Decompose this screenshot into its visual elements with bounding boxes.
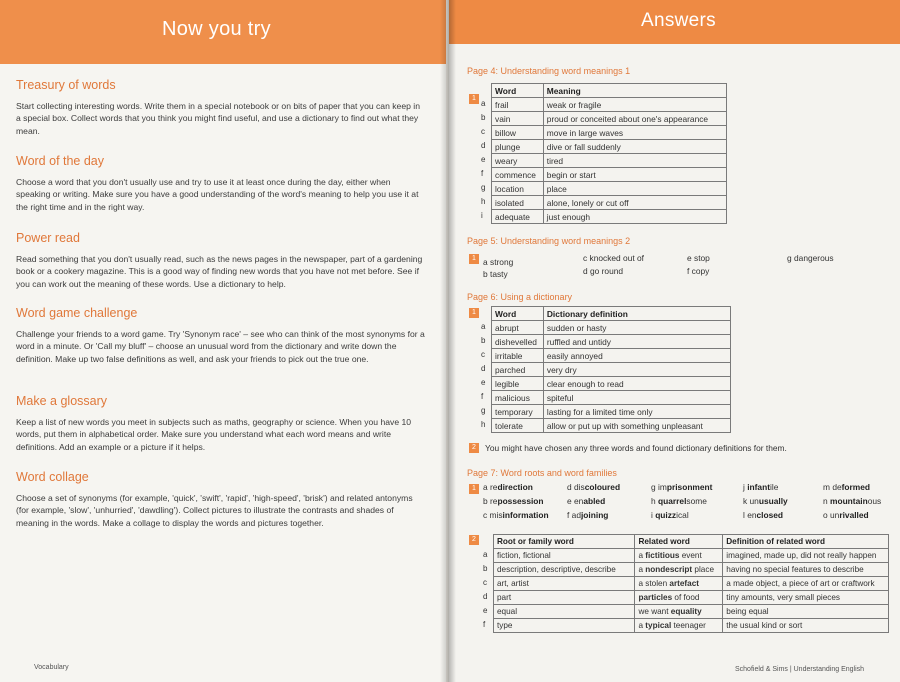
section-heading: Power read [16, 231, 80, 245]
table-row [492, 126, 727, 140]
row-letter: c [481, 127, 485, 136]
row-letter: g [481, 406, 486, 415]
answer-item [483, 496, 544, 506]
answer-letter: b [483, 496, 490, 506]
table-row [492, 210, 727, 224]
definition-cell: easily annoyed [543, 349, 730, 363]
answer-item [787, 253, 834, 263]
row-letter: a [481, 322, 486, 331]
answer-root: prisonment [666, 482, 713, 492]
row-letter: g [481, 183, 486, 192]
answer-letter: d [567, 482, 574, 492]
related-word-cell [635, 591, 723, 605]
word-cell: dishevelled [492, 335, 544, 349]
definition-cell: alone, lonely or cut off [543, 196, 726, 210]
row-letter: c [483, 578, 487, 587]
p6-letters [481, 320, 485, 432]
definition-cell: just enough [543, 210, 726, 224]
section-word-game [16, 306, 426, 365]
left-banner [0, 0, 446, 64]
p5-title: Page 5: Understanding word meanings 2 [467, 236, 631, 246]
answer-affix: de [832, 482, 842, 492]
definition-cell: being equal [723, 605, 889, 619]
answer-word: stop [694, 253, 710, 263]
answer-word: strong [490, 257, 514, 267]
definition-cell: tired [543, 154, 726, 168]
answer-word: go round [590, 266, 624, 276]
table-row [494, 563, 889, 577]
related-suffix: teenager [671, 621, 706, 630]
answer-affix: mis [489, 510, 503, 520]
answer-affix: ous [867, 496, 882, 506]
row-letter: f [481, 392, 484, 401]
row-letter: c [481, 350, 485, 359]
p6-question-number: 1 [469, 308, 479, 318]
p4-title: Page 4: Understanding word meanings 1 [467, 66, 631, 76]
root-cell: type [494, 619, 635, 633]
answer-affix: ical [676, 510, 689, 520]
related-word: equality [670, 607, 702, 616]
answer-affix: en [747, 510, 757, 520]
word-cell: tolerate [492, 419, 544, 433]
answer-letter: a [483, 482, 490, 492]
answer-letter: e [567, 496, 574, 506]
answer-word: knocked out of [589, 253, 644, 263]
answer-item [483, 482, 533, 492]
answer-item [567, 482, 620, 492]
word-cell: frail [492, 98, 544, 112]
p7-title: Page 7: Word roots and word families [467, 468, 617, 478]
answer-affix: im [658, 482, 667, 492]
definition-cell: imagined, made up, did not really happen [723, 549, 889, 563]
table-row [492, 405, 731, 419]
answer-letter: g [651, 482, 658, 492]
section-heading: Word collage [16, 470, 89, 484]
answer-item [583, 266, 623, 276]
answer-root: possession [497, 496, 544, 506]
right-banner [449, 0, 900, 44]
definition-cell: sudden or hasty [543, 321, 730, 335]
p6-note: You might have chosen any three words and found dictionary definitions for them. [485, 443, 787, 453]
right-page [449, 0, 900, 682]
answer-item [651, 482, 712, 492]
answer-letter: i [651, 510, 656, 520]
answer-letter: n [823, 496, 830, 506]
table-row [492, 391, 731, 405]
answer-item [743, 496, 788, 506]
word-cell: abrupt [492, 321, 544, 335]
p7-letters [483, 548, 487, 632]
table-row [494, 549, 889, 563]
root-cell: fiction, fictional [494, 549, 635, 563]
table-row [492, 168, 727, 182]
left-banner-title: Now you try [162, 18, 271, 40]
answer-letter: f [687, 266, 692, 276]
answer-affix: en [574, 496, 584, 506]
row-letter: e [481, 378, 486, 387]
table-row [492, 335, 731, 349]
section-body: Keep a list of new words you meet in subjects such as maths, geography or science. When you have 10 words, put them in alphabetical order. Make sure you understand what each word means and write definitions. Add an example or a picture if it helps. [16, 417, 412, 452]
row-letter: f [483, 620, 486, 629]
section-glossary [16, 394, 426, 453]
p4-letters [481, 97, 485, 223]
row-letter: i [481, 211, 483, 220]
word-cell: location [492, 182, 544, 196]
table-row [492, 112, 727, 126]
related-prefix: a [638, 621, 646, 630]
definition-cell: the usual kind or sort [723, 619, 889, 633]
word-cell: irritable [492, 349, 544, 363]
related-prefix: we want [638, 607, 671, 616]
answer-root: information [502, 510, 549, 520]
answer-affix: un [830, 510, 840, 520]
row-letter: d [483, 592, 488, 601]
table-row [494, 619, 889, 633]
answer-letter: c [583, 253, 590, 263]
answer-item [823, 482, 870, 492]
row-letter: e [483, 606, 488, 615]
answer-letter: m [823, 482, 833, 492]
table-row [494, 577, 889, 591]
root-cell: art, artist [494, 577, 635, 591]
answer-affix: re [490, 482, 498, 492]
definition-cell: move in large waves [543, 126, 726, 140]
answer-affix: ile [769, 482, 779, 492]
answer-item [567, 496, 605, 506]
row-letter: e [481, 155, 486, 164]
answer-affix: ad [571, 510, 581, 520]
table-row [492, 321, 731, 335]
answer-root: abled [583, 496, 606, 506]
related-suffix: event [679, 551, 702, 560]
section-power-read [16, 231, 426, 290]
related-word-cell [635, 549, 723, 563]
p6-answer-table [491, 306, 731, 433]
answer-root: direction [497, 482, 533, 492]
answer-root: coloured [584, 482, 621, 492]
p6-question-number-2: 2 [469, 443, 479, 453]
answer-letter: b [483, 269, 490, 279]
answer-letter: a [483, 257, 490, 267]
related-word: typical [645, 621, 672, 630]
section-heading: Word of the day [16, 154, 105, 168]
table-header-cell: Definition of related word [723, 535, 889, 549]
word-cell: billow [492, 126, 544, 140]
related-suffix: place [692, 565, 715, 574]
p5-question-number: 1 [469, 254, 479, 264]
answer-item [483, 510, 549, 520]
answer-item [651, 496, 707, 506]
answer-root: quizz [655, 510, 677, 520]
answer-item [743, 510, 783, 520]
answer-root: infant [747, 482, 770, 492]
section-word-of-day [16, 154, 426, 213]
p4-answer-table [491, 83, 727, 224]
table-row [492, 363, 731, 377]
answer-root: quarrel [658, 496, 687, 506]
definition-cell: dive or fall suddenly [543, 140, 726, 154]
related-word: fictitious [645, 551, 680, 560]
root-cell: part [494, 591, 635, 605]
answer-root: formed [841, 482, 871, 492]
table-header-row [492, 307, 731, 321]
word-cell: vain [492, 112, 544, 126]
p7-answers [483, 482, 883, 528]
definition-cell: lasting for a limited time only [543, 405, 730, 419]
table-row [492, 349, 731, 363]
table-row [492, 196, 727, 210]
answer-affix: un [749, 496, 759, 506]
right-footer: Schofield & Sims | Understanding English [735, 666, 865, 673]
table-header-cell: Word [492, 84, 544, 98]
related-word-cell [635, 619, 723, 633]
word-cell: commence [492, 168, 544, 182]
definition-cell: begin or start [543, 168, 726, 182]
word-cell: parched [492, 363, 544, 377]
word-cell: legible [492, 377, 544, 391]
word-cell: temporary [492, 405, 544, 419]
p5-answers [483, 251, 883, 281]
word-cell: isolated [492, 196, 544, 210]
section-heading: Word game challenge [16, 306, 138, 320]
root-cell: description, descriptive, describe [494, 563, 635, 577]
row-letter: a [481, 99, 486, 108]
p6-title: Page 6: Using a dictionary [467, 292, 573, 302]
answer-root: rivalled [839, 510, 869, 520]
section-body: Start collecting interesting words. Write them in a special notebook or on bits of paper that you can keep in a special box. Collect words that you think you might find useful, and use a dictionary to find out what they mean. [16, 101, 420, 136]
section-word-collage [16, 470, 426, 529]
answer-item [483, 257, 513, 267]
related-prefix: a [638, 565, 646, 574]
section-heading: Make a glossary [16, 394, 108, 408]
related-word: nondescript [645, 565, 693, 574]
related-word-cell [635, 563, 723, 577]
answer-word: copy [691, 266, 710, 276]
answer-item [483, 269, 508, 279]
related-suffix: of food [672, 593, 700, 602]
p4-question-number: 1 [469, 94, 479, 104]
related-word: particles [638, 593, 673, 602]
answer-root: mountain [830, 496, 868, 506]
definition-cell: allow or put up with something unpleasant [543, 419, 730, 433]
section-body: Challenge your friends to a word game. Try 'Synonym race' – see who can think of the most synonyms for a word in a minute. Or 'Call my bluff' – choose an unusual word from the dictionary and write down the definition. Make up two false definitions as well, and ask your friends to pick out the true one. [16, 329, 425, 364]
table-header-cell: Root or family word [494, 535, 635, 549]
table-row [492, 140, 727, 154]
section-body: Read something that you don't usually read, such as the news pages in the newspaper, part of a gardening book or a cookery magazine. This is a good way of finding new words that you have not met before. See if you can work out the meaning of these words. Use a dictionary to help. [16, 254, 423, 289]
table-header-cell: Meaning [543, 84, 726, 98]
related-prefix: a [638, 551, 646, 560]
answer-affix: re [490, 496, 498, 506]
answer-affix: some [686, 496, 707, 506]
row-letter: f [481, 169, 484, 178]
left-page [0, 0, 446, 682]
answer-letter: f [567, 510, 572, 520]
row-letter: b [481, 336, 486, 345]
answer-letter: e [687, 253, 694, 263]
left-footer: Vocabulary [34, 664, 69, 671]
definition-cell: tiny amounts, very small pieces [723, 591, 889, 605]
definition-cell: place [543, 182, 726, 196]
related-word: artefact [669, 579, 699, 588]
book-gutter [440, 0, 456, 682]
section-heading: Treasury of words [16, 78, 116, 92]
definition-cell: spiteful [543, 391, 730, 405]
answer-root: closed [756, 510, 784, 520]
answer-root: joining [580, 510, 609, 520]
row-letter: b [483, 564, 488, 573]
row-letter: d [481, 141, 486, 150]
definition-cell: ruffled and untidy [543, 335, 730, 349]
table-header-cell: Dictionary definition [543, 307, 730, 321]
answer-item [743, 482, 778, 492]
table-row [492, 182, 727, 196]
answer-letter: d [583, 266, 590, 276]
table-row [492, 98, 727, 112]
row-letter: a [483, 550, 488, 559]
answer-item [567, 510, 608, 520]
table-row [494, 591, 889, 605]
row-letter: d [481, 364, 486, 373]
definition-cell: clear enough to read [543, 377, 730, 391]
answer-root: usually [758, 496, 788, 506]
answer-letter: j [743, 482, 748, 492]
definition-cell: a made object, a piece of art or craftwork [723, 577, 889, 591]
answer-letter: l [743, 510, 748, 520]
word-cell: malicious [492, 391, 544, 405]
word-cell: plunge [492, 140, 544, 154]
answer-item [651, 510, 689, 520]
answer-letter: k [743, 496, 750, 506]
answer-item [823, 510, 869, 520]
row-letter: b [481, 113, 486, 122]
definition-cell: having no special features to describe [723, 563, 889, 577]
table-row [492, 419, 731, 433]
related-word-cell [635, 605, 723, 619]
section-body: Choose a set of synonyms (for example, 'quick', 'swift', 'rapid', 'high-speed', 'brisk') and related antonyms (for example, 'slow', 'unhurried', 'dawdling'). Collect pictures to illustrate the contrasts and shades of meaning in the words. Make a collage to display the words and pictures together. [16, 493, 413, 528]
answer-word: tasty [490, 269, 508, 279]
table-row [494, 605, 889, 619]
definition-cell: proud or conceited about one's appearance [543, 112, 726, 126]
table-row [492, 377, 731, 391]
answer-affix: dis [574, 482, 585, 492]
p7-question-number-2: 2 [469, 535, 479, 545]
related-word-cell [635, 577, 723, 591]
table-header-cell: Word [492, 307, 544, 321]
section-treasury [16, 78, 426, 137]
right-banner-title: Answers [641, 10, 716, 31]
answer-letter: g [787, 253, 794, 263]
definition-cell: very dry [543, 363, 730, 377]
p7-question-number: 1 [469, 484, 479, 494]
table-header-cell: Related word [635, 535, 723, 549]
table-header-row [492, 84, 727, 98]
answer-word: dangerous [794, 253, 834, 263]
table-header-row [494, 535, 889, 549]
word-cell: adequate [492, 210, 544, 224]
definition-cell: weak or fragile [543, 98, 726, 112]
answer-letter: o [823, 510, 830, 520]
answer-letter: h [651, 496, 658, 506]
related-prefix: a stolen [638, 579, 670, 588]
section-body: Choose a word that you don't usually use and try to use it at least once during the day, either when speaking or writing. Make sure you have a good understanding of the word's meaning to help you use it at the right time and in the right way. [16, 177, 419, 212]
answer-letter: c [483, 510, 490, 520]
root-cell: equal [494, 605, 635, 619]
row-letter: h [481, 197, 486, 206]
p7-answer-table [493, 534, 889, 633]
word-cell: weary [492, 154, 544, 168]
answer-item [687, 266, 709, 276]
table-row [492, 154, 727, 168]
answer-item [583, 253, 644, 263]
answer-item [687, 253, 710, 263]
answer-item [823, 496, 881, 506]
row-letter: h [481, 420, 486, 429]
